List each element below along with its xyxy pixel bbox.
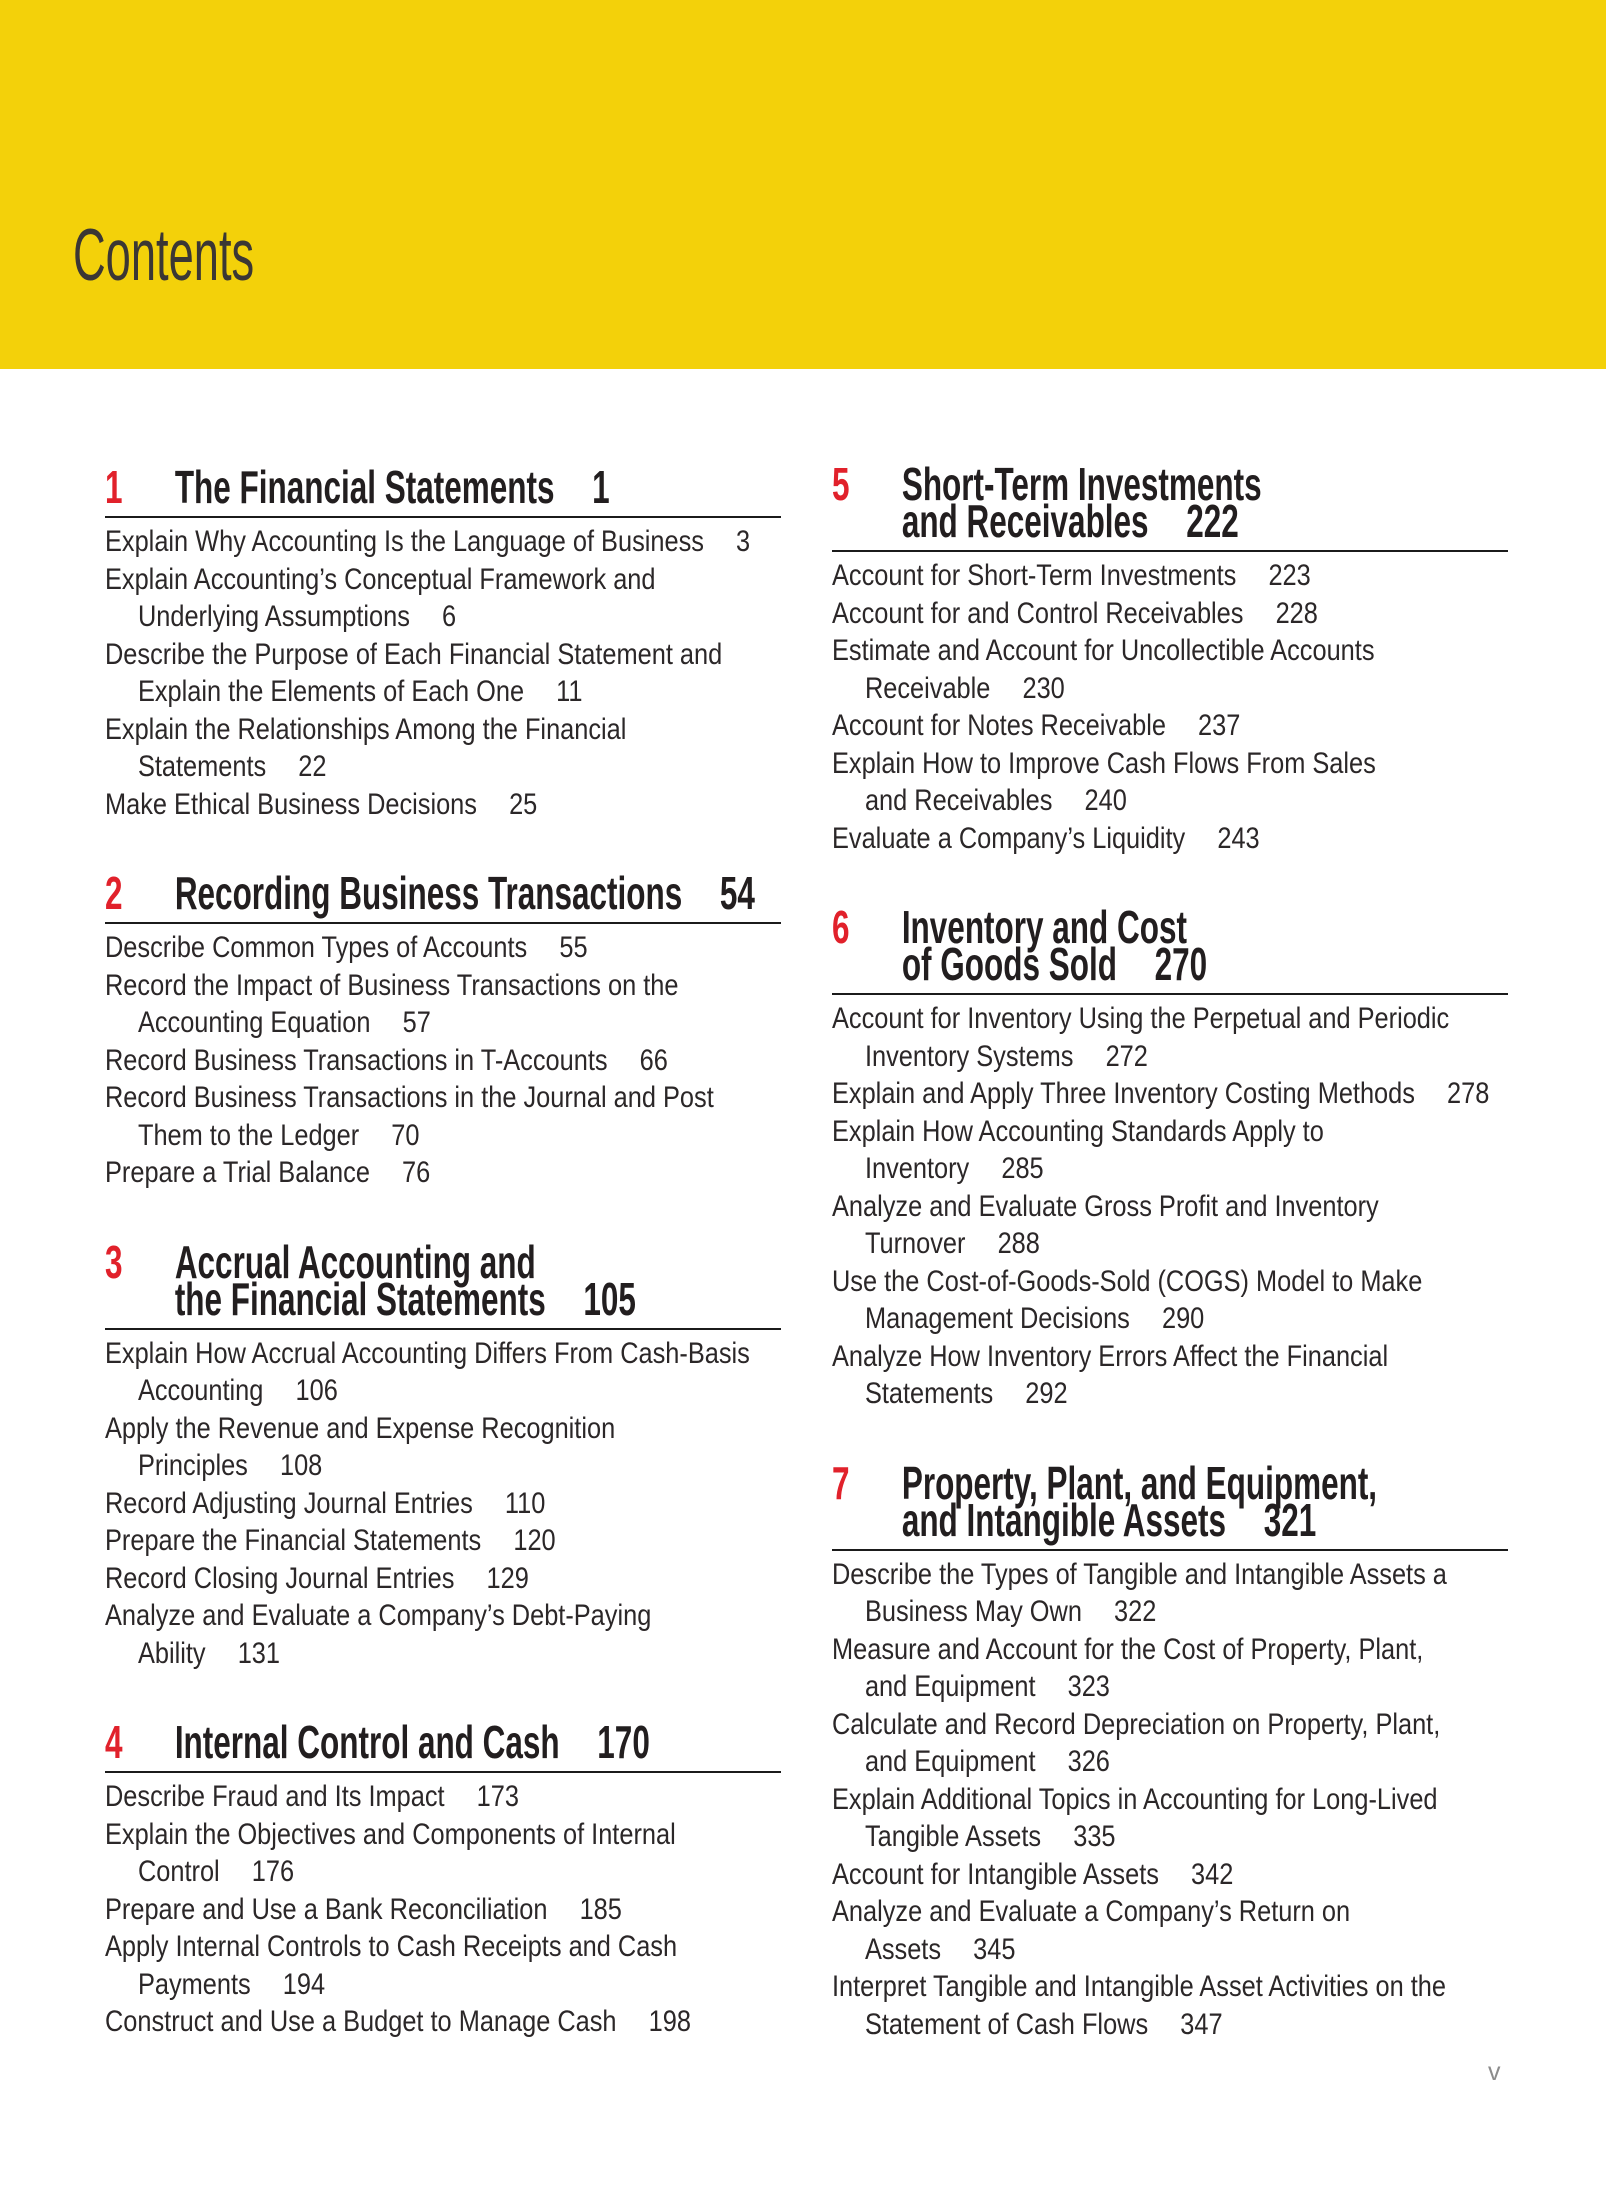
chapter-rule xyxy=(832,1549,1508,1551)
toc-entry xyxy=(832,1000,1508,1075)
toc-entry-line: Explain How Accrual Accounting Differs From Cash-Basis xyxy=(105,1336,750,1370)
toc-entry-line: Control 176 xyxy=(137,1855,295,1888)
chapter-section-7 xyxy=(832,1456,1508,2044)
chapter-title-line: Short-Term Investments xyxy=(901,458,1262,510)
chapter-number: 6 xyxy=(832,901,850,953)
toc-entry xyxy=(105,2003,781,2041)
toc-entry xyxy=(105,1560,781,1598)
chapter-page-number: 54 xyxy=(719,867,755,919)
toc-entry-page-number: 25 xyxy=(509,787,538,821)
chapter-entries xyxy=(832,557,1508,857)
toc-entry-line: Statements 22 xyxy=(137,750,327,783)
chapter-heading xyxy=(105,867,914,919)
toc-entry-line: Interpret Tangible and Intangible Asset Activities on the xyxy=(832,1970,1446,2003)
toc-entry-page-number: 176 xyxy=(251,1855,295,1888)
toc-entry-page-number: 6 xyxy=(442,600,457,633)
toc-entry xyxy=(105,1410,781,1485)
toc-entry-page-number: 131 xyxy=(237,1636,280,1670)
toc-entry-line: Business May Own 322 xyxy=(864,1595,1157,1628)
toc-entry-line: Inventory Systems 272 xyxy=(864,1039,1148,1073)
toc-entry xyxy=(105,929,781,967)
toc-entry-line: Record Closing Journal Entries 129 xyxy=(105,1561,529,1595)
chapter-title-line: Internal Control and Cash 170 xyxy=(174,1716,650,1768)
toc-entry-page-number: 272 xyxy=(1105,1039,1148,1073)
toc-entry-page-number: 223 xyxy=(1268,559,1311,592)
chapter-rule xyxy=(105,1771,781,1773)
chapter-heading xyxy=(832,458,1606,547)
toc-entry-line: Account for Inventory Using the Perpetual and Periodic xyxy=(832,1002,1450,1035)
toc-entry xyxy=(832,707,1508,745)
toc-entry-line: Use the Cost-of-Goods-Sold (COGS) Model to Make xyxy=(832,1264,1423,1298)
toc-entry xyxy=(832,557,1508,595)
toc-column-left xyxy=(105,461,781,2041)
chapter-entries xyxy=(832,1556,1508,2044)
toc-entry-line: Receivable 230 xyxy=(864,671,1065,705)
chapter-page-number: 222 xyxy=(1186,495,1239,547)
toc-entry-page-number: 342 xyxy=(1191,1857,1234,1891)
toc-entry-line: and Equipment 326 xyxy=(864,1745,1110,1778)
chapter-heading xyxy=(105,461,914,513)
toc-entry-page-number: 198 xyxy=(648,2005,691,2038)
toc-entry-line: Explain the Relationships Among the Financial xyxy=(105,712,627,746)
toc-entry-page-number: 322 xyxy=(1114,1595,1157,1628)
toc-entry xyxy=(105,786,781,824)
chapter-number: 4 xyxy=(105,1716,123,1768)
toc-entry-page-number: 347 xyxy=(1180,2007,1223,2041)
toc-entry-line: Prepare and Use a Bank Reconciliation 185 xyxy=(105,1892,622,1926)
toc-entry xyxy=(832,595,1508,633)
toc-entry-line: Apply Internal Controls to Cash Receipts and Cash xyxy=(105,1930,678,1963)
toc-entry-page-number: 228 xyxy=(1275,596,1318,630)
toc-entry xyxy=(832,1556,1508,1631)
toc-entry-line: Calculate and Record Depreciation on Property, Plant, xyxy=(832,1707,1441,1741)
toc-entry-page-number: 11 xyxy=(556,675,583,708)
toc-entry-page-number: 110 xyxy=(504,1486,546,1520)
toc-entry xyxy=(105,1154,781,1192)
toc-entry xyxy=(832,1338,1508,1413)
toc-entry-page-number: 290 xyxy=(1161,1302,1205,1335)
chapter-heading xyxy=(832,901,1606,990)
chapter-page-number: 105 xyxy=(583,1272,636,1325)
toc-entry xyxy=(105,1891,781,1929)
toc-entry-line: Explain Additional Topics in Accounting for Long-Lived xyxy=(832,1782,1438,1816)
toc-entry-line: Accounting 106 xyxy=(137,1374,338,1407)
toc-entry-line: Statements 292 xyxy=(864,1377,1068,1410)
toc-entry-line: Assets 345 xyxy=(864,1932,1016,1966)
toc-entry xyxy=(105,1079,781,1154)
toc-entry-line: Make Ethical Business Decisions 25 xyxy=(105,787,538,821)
chapter-heading xyxy=(832,1456,1606,1546)
toc-entry-page-number: 292 xyxy=(1025,1377,1068,1410)
chapter-title-line: and Intangible Assets 321 xyxy=(901,1493,1317,1546)
toc-entry-page-number: 70 xyxy=(391,1118,420,1152)
toc-entry-page-number: 129 xyxy=(486,1561,529,1595)
toc-entry xyxy=(105,1928,781,2003)
toc-entry-page-number: 240 xyxy=(1084,784,1127,817)
toc-entry-line: and Equipment 323 xyxy=(864,1670,1110,1703)
toc-entry-page-number: 194 xyxy=(282,1967,326,2001)
toc-entry-line: and Receivables 240 xyxy=(864,784,1127,817)
toc-entry-page-number: 326 xyxy=(1067,1745,1110,1778)
toc-entry-page-number: 57 xyxy=(402,1006,431,1039)
toc-entry xyxy=(105,1522,781,1560)
toc-entry-line: Record Adjusting Journal Entries 110 xyxy=(105,1486,546,1520)
chapter-page-number: 321 xyxy=(1263,1493,1317,1546)
toc-entry-line: Explain Why Accounting Is the Language of Business 3 xyxy=(105,525,751,558)
toc-entry-line: Analyze and Evaluate a Company’s Debt-Paying xyxy=(105,1599,652,1632)
toc-entry-line: Principles 108 xyxy=(137,1449,323,1482)
chapter-section-2 xyxy=(105,867,781,1192)
toc-entry-line: Turnover 288 xyxy=(864,1227,1040,1260)
toc-entry-line: Payments 194 xyxy=(137,1967,326,2001)
toc-entry xyxy=(832,745,1508,820)
toc-entry-page-number: 345 xyxy=(973,1932,1016,1966)
title-banner xyxy=(0,0,1606,369)
chapter-section-1 xyxy=(105,461,781,823)
chapter-title-line: the Financial Statements 105 xyxy=(174,1272,636,1325)
chapter-page-number: 170 xyxy=(597,1716,650,1768)
chapter-title-line: Accrual Accounting and xyxy=(174,1235,536,1288)
toc-entry-line: Explain How to Improve Cash Flows From Sales xyxy=(832,746,1376,780)
toc-entry-page-number: 120 xyxy=(513,1524,556,1557)
toc-entry-line: Describe the Types of Tangible and Intangible Assets a xyxy=(832,1557,1447,1591)
toc-entry-line: Estimate and Account for Uncollectible Accounts xyxy=(832,634,1375,667)
toc-entry-page-number: 237 xyxy=(1198,709,1241,742)
chapter-section-4 xyxy=(105,1716,781,2041)
toc-column-right xyxy=(832,458,1508,2043)
chapter-number: 5 xyxy=(832,458,850,510)
toc-entry-line: Inventory 285 xyxy=(864,1152,1044,1185)
folio-page-number: v xyxy=(1488,2058,1501,2086)
chapter-heading xyxy=(105,1716,914,1768)
toc-entry-line: Account for Short-Term Investments 223 xyxy=(832,559,1311,592)
toc-entry-line: Measure and Account for the Cost of Property, Plant, xyxy=(832,1632,1424,1666)
chapter-page-number: 1 xyxy=(592,461,610,513)
chapter-entries xyxy=(105,929,781,1192)
toc-entry xyxy=(832,1781,1508,1856)
toc-entry xyxy=(105,1485,781,1523)
toc-entry-line: Record the Impact of Business Transactions on the xyxy=(105,968,679,1002)
toc-entry xyxy=(105,636,781,711)
chapter-number: 1 xyxy=(105,461,123,513)
toc-entry-line: Construct and Use a Budget to Manage Cash 198 xyxy=(105,2005,691,2038)
toc-entry-line: Account for Notes Receivable 237 xyxy=(832,709,1241,742)
toc-entry xyxy=(105,1042,781,1080)
toc-entry xyxy=(832,820,1508,858)
toc-entry-line: Explain Accounting’s Conceptual Framework and xyxy=(105,562,656,596)
chapter-title-line: Property, Plant, and Equipment, xyxy=(901,1456,1378,1509)
toc-entry-page-number: 66 xyxy=(639,1043,668,1077)
toc-entry xyxy=(832,1856,1508,1894)
chapter-entries xyxy=(105,1778,781,2041)
toc-entry-page-number: 285 xyxy=(1001,1152,1044,1185)
toc-entry xyxy=(832,1893,1508,1968)
chapter-rule xyxy=(105,516,781,518)
toc-entry-line: Explain How Accounting Standards Apply to xyxy=(832,1114,1324,1148)
toc-entry xyxy=(105,1335,781,1410)
toc-entry-line: Explain and Apply Three Inventory Costing Methods 278 xyxy=(832,1077,1490,1110)
toc-entry xyxy=(105,1597,781,1672)
toc-entry-line: Describe the Purpose of Each Financial Statement and xyxy=(105,637,723,671)
chapter-entries xyxy=(105,523,781,823)
toc-entry-page-number: 323 xyxy=(1067,1670,1110,1703)
toc-entry-line: Describe Common Types of Accounts 55 xyxy=(105,931,588,964)
chapter-rule xyxy=(832,550,1508,552)
toc-entry xyxy=(105,711,781,786)
toc-entry-line: Explain the Objectives and Components of Internal xyxy=(105,1817,676,1851)
toc-entry-line: Evaluate a Company’s Liquidity 243 xyxy=(832,821,1260,855)
toc-entry-line: Apply the Revenue and Expense Recognition xyxy=(105,1411,616,1445)
chapter-number: 2 xyxy=(105,867,123,919)
toc-entry-line: Prepare a Trial Balance 76 xyxy=(105,1156,431,1189)
toc-entry-page-number: 106 xyxy=(295,1374,338,1407)
toc-entry-line: Prepare the Financial Statements 120 xyxy=(105,1524,556,1557)
page-title: Contents xyxy=(73,215,255,296)
chapter-rule xyxy=(105,922,781,924)
toc-entry xyxy=(832,1631,1508,1706)
toc-entry-line: Analyze and Evaluate a Company’s Return on xyxy=(832,1895,1351,1928)
chapter-section-5 xyxy=(832,458,1508,857)
toc-entry-line: Statement of Cash Flows 347 xyxy=(864,2007,1223,2041)
toc-entry-line: Management Decisions 290 xyxy=(864,1302,1205,1335)
toc-entry-line: Ability 131 xyxy=(137,1636,280,1670)
toc-entry xyxy=(105,1778,781,1816)
toc-entry-page-number: 55 xyxy=(559,931,588,964)
chapter-title-line: Recording Business Transactions 54 xyxy=(174,867,755,919)
toc-entry-page-number: 278 xyxy=(1447,1077,1490,1110)
chapter-rule xyxy=(832,993,1508,995)
chapter-number: 3 xyxy=(105,1235,123,1288)
chapter-title-line: and Receivables 222 xyxy=(901,495,1239,547)
toc-entry xyxy=(105,1816,781,1891)
toc-entry-line: Tangible Assets 335 xyxy=(864,1820,1116,1853)
toc-entry-page-number: 22 xyxy=(298,750,327,783)
toc-entry-line: Describe Fraud and Its Impact 173 xyxy=(105,1780,519,1813)
toc-entry-page-number: 185 xyxy=(579,1892,622,1926)
toc-entry-line: Account for and Control Receivables 228 xyxy=(832,596,1318,630)
toc-entry xyxy=(105,561,781,636)
toc-entry-page-number: 288 xyxy=(997,1227,1040,1260)
toc-entry-page-number: 230 xyxy=(1022,671,1065,705)
toc-entry-page-number: 173 xyxy=(476,1780,519,1813)
toc-entry-line: Analyze How Inventory Errors Affect the Financial xyxy=(832,1339,1389,1373)
toc-entry-page-number: 3 xyxy=(736,525,751,558)
chapter-title-line: The Financial Statements 1 xyxy=(174,461,610,513)
chapter-section-3 xyxy=(105,1235,781,1673)
toc-entry-line: Record Business Transactions in T-Accounts 66 xyxy=(105,1043,668,1077)
toc-entry xyxy=(105,967,781,1042)
chapter-title-line: Inventory and Cost xyxy=(901,901,1187,953)
chapter-rule xyxy=(105,1328,781,1330)
toc-entry xyxy=(832,1263,1508,1338)
chapter-page-number: 270 xyxy=(1154,938,1208,990)
toc-entry-line: Analyze and Evaluate Gross Profit and Inventory xyxy=(832,1189,1379,1223)
toc-entry xyxy=(105,523,781,561)
toc-entry-line: Them to the Ledger 70 xyxy=(137,1118,420,1152)
toc-entry xyxy=(832,1968,1508,2043)
toc-entry-line: Accounting Equation 57 xyxy=(137,1006,431,1039)
chapter-section-6 xyxy=(832,901,1508,1413)
toc-entry xyxy=(832,1188,1508,1263)
toc-entry-line: Underlying Assumptions 6 xyxy=(137,600,457,633)
toc-entry-line: Explain the Elements of Each One 11 xyxy=(137,675,583,708)
chapter-entries xyxy=(832,1000,1508,1413)
toc-entry-line: Record Business Transactions in the Journal and Post xyxy=(105,1081,714,1114)
toc-entry xyxy=(832,632,1508,707)
toc-entry-line: Account for Intangible Assets 342 xyxy=(832,1857,1234,1891)
toc-entry xyxy=(832,1075,1508,1113)
chapter-heading xyxy=(105,1235,914,1325)
toc-entry-page-number: 243 xyxy=(1217,821,1260,855)
toc-entry-page-number: 76 xyxy=(402,1156,431,1189)
chapter-number: 7 xyxy=(832,1456,850,1509)
toc-entry xyxy=(832,1113,1508,1188)
chapter-title-line: of Goods Sold 270 xyxy=(901,938,1208,990)
toc-entry xyxy=(832,1706,1508,1781)
toc-entry-page-number: 108 xyxy=(279,1449,323,1482)
toc-entry-page-number: 335 xyxy=(1073,1820,1116,1853)
chapter-entries xyxy=(105,1335,781,1673)
